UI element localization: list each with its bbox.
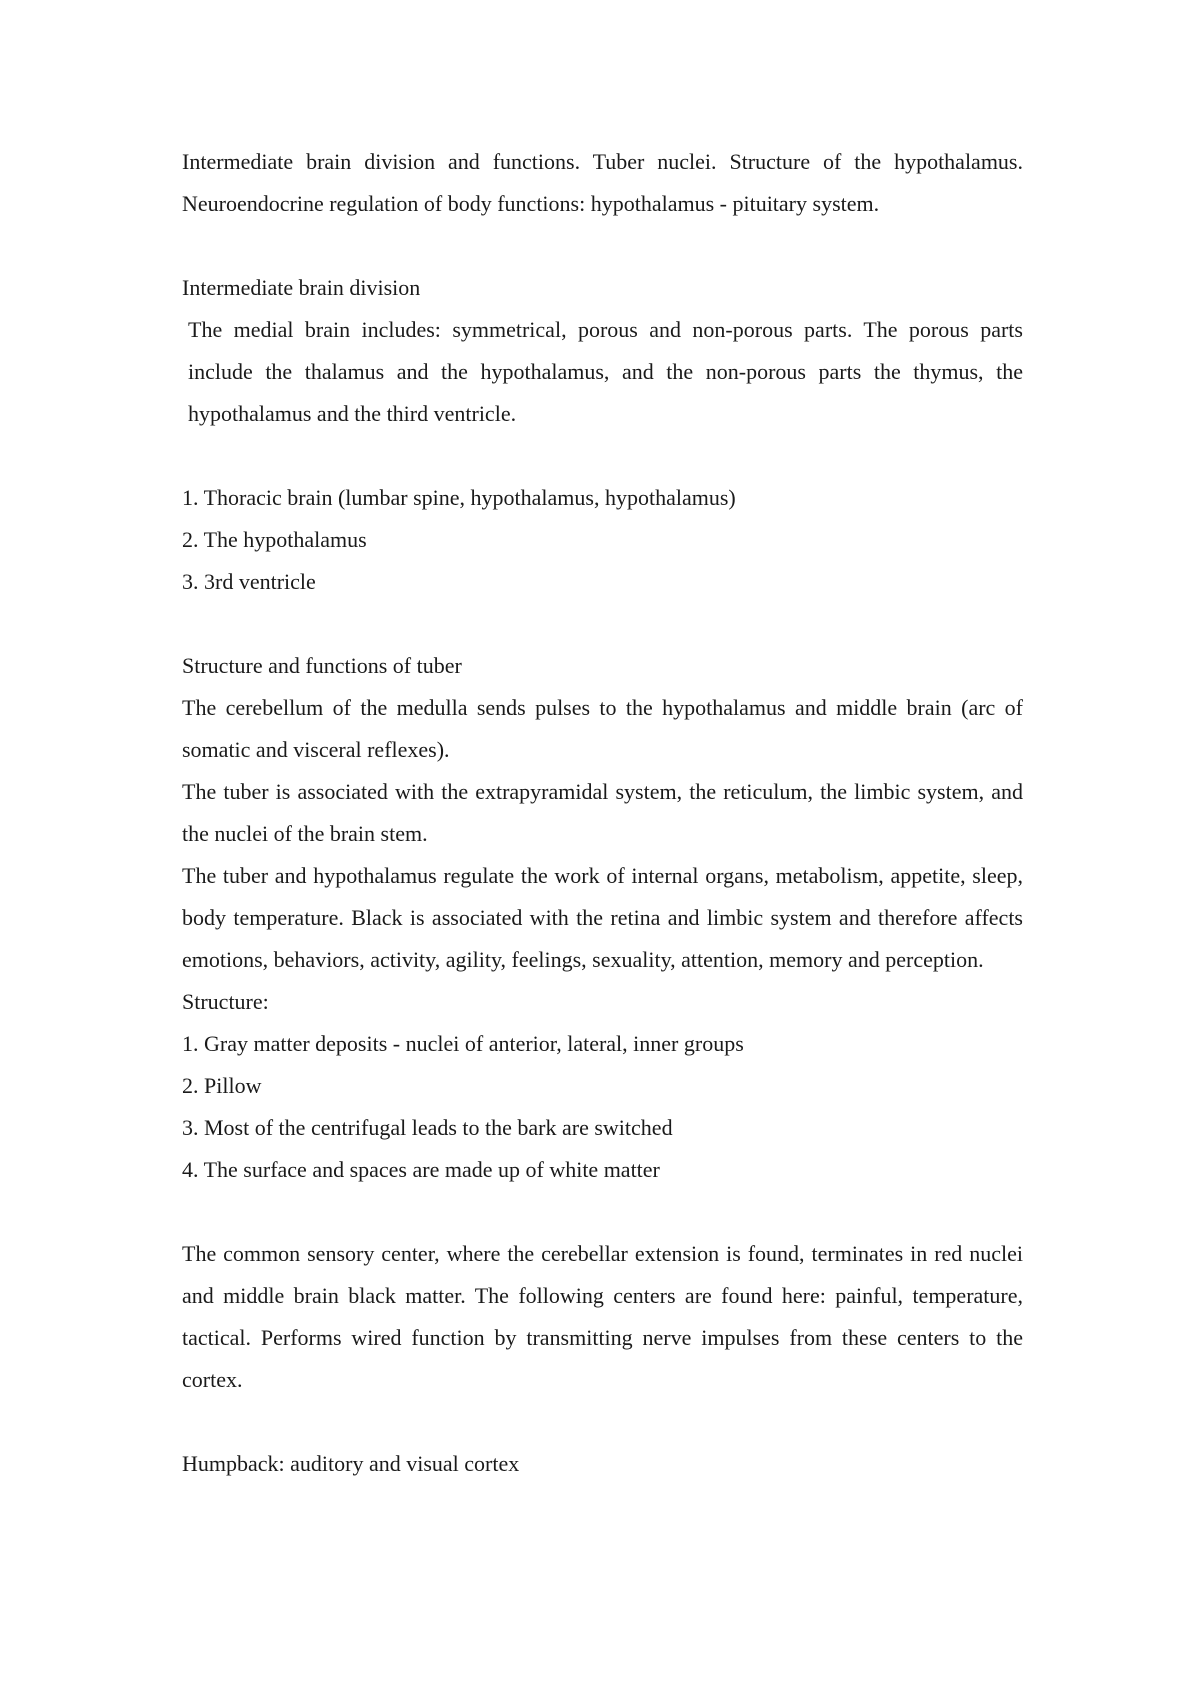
spacer (182, 225, 1023, 267)
tuber-regulation-paragraph: The tuber and hypothalamus regulate the work of internal organs, metabolism, appetite, sleep, body temperature. Black is associated with the retina and limbic system and therefore affects emotions, behaviors, activity, agility, feelings, sexuality, attention, memory and perception. (182, 863, 1023, 972)
sensory-center-paragraph: The common sensory center, where the cerebellar extension is found, terminates in red nuclei and middle brain black matter. The following centers are found here: painful, temperature, tactical. Performs wired function by transmitting nerve impulses from these centers to the cortex. (182, 1241, 1023, 1392)
spacer (182, 1401, 1023, 1443)
structure-label: Structure: (182, 989, 269, 1014)
list-item: 3. Most of the centrifugal leads to the bark are switched (182, 1115, 673, 1140)
humpback-line: Humpback: auditory and visual cortex (182, 1451, 520, 1476)
document-page (182, 141, 1023, 1485)
spacer (182, 1191, 1023, 1233)
section-heading-intermediate-brain: Intermediate brain division (182, 275, 421, 300)
tuber-associations-paragraph: The tuber is associated with the extrapyramidal system, the reticulum, the limbic system, and the nuclei of the brain stem. (182, 779, 1023, 846)
section-heading-tuber: Structure and functions of tuber (182, 653, 462, 678)
intro-paragraph: Intermediate brain division and functions. Tuber nuclei. Structure of the hypothalamus. Neuroendocrine regulation of body functions: hypothalamus - pituitary system. (182, 149, 1023, 216)
list-item: 1. Gray matter deposits - nuclei of anterior, lateral, inner groups (182, 1031, 744, 1056)
list-item: 2. Pillow (182, 1073, 262, 1098)
list-item: 1. Thoracic brain (lumbar spine, hypothalamus, hypothalamus) (182, 485, 736, 510)
cerebellum-paragraph: The cerebellum of the medulla sends pulses to the hypothalamus and middle brain (arc of somatic and visceral reflexes). (182, 695, 1023, 762)
spacer (182, 435, 1023, 477)
spacer (182, 603, 1023, 645)
list-item: 4. The surface and spaces are made up of white matter (182, 1157, 660, 1182)
list-item: 3. 3rd ventricle (182, 569, 316, 594)
medial-brain-paragraph: The medial brain includes: symmetrical, porous and non-porous parts. The porous parts include the thalamus and the hypothalamus, and the non-porous parts the thymus, the hypothalamus and the third ventricle. (188, 317, 1023, 426)
list-item: 2. The hypothalamus (182, 527, 367, 552)
